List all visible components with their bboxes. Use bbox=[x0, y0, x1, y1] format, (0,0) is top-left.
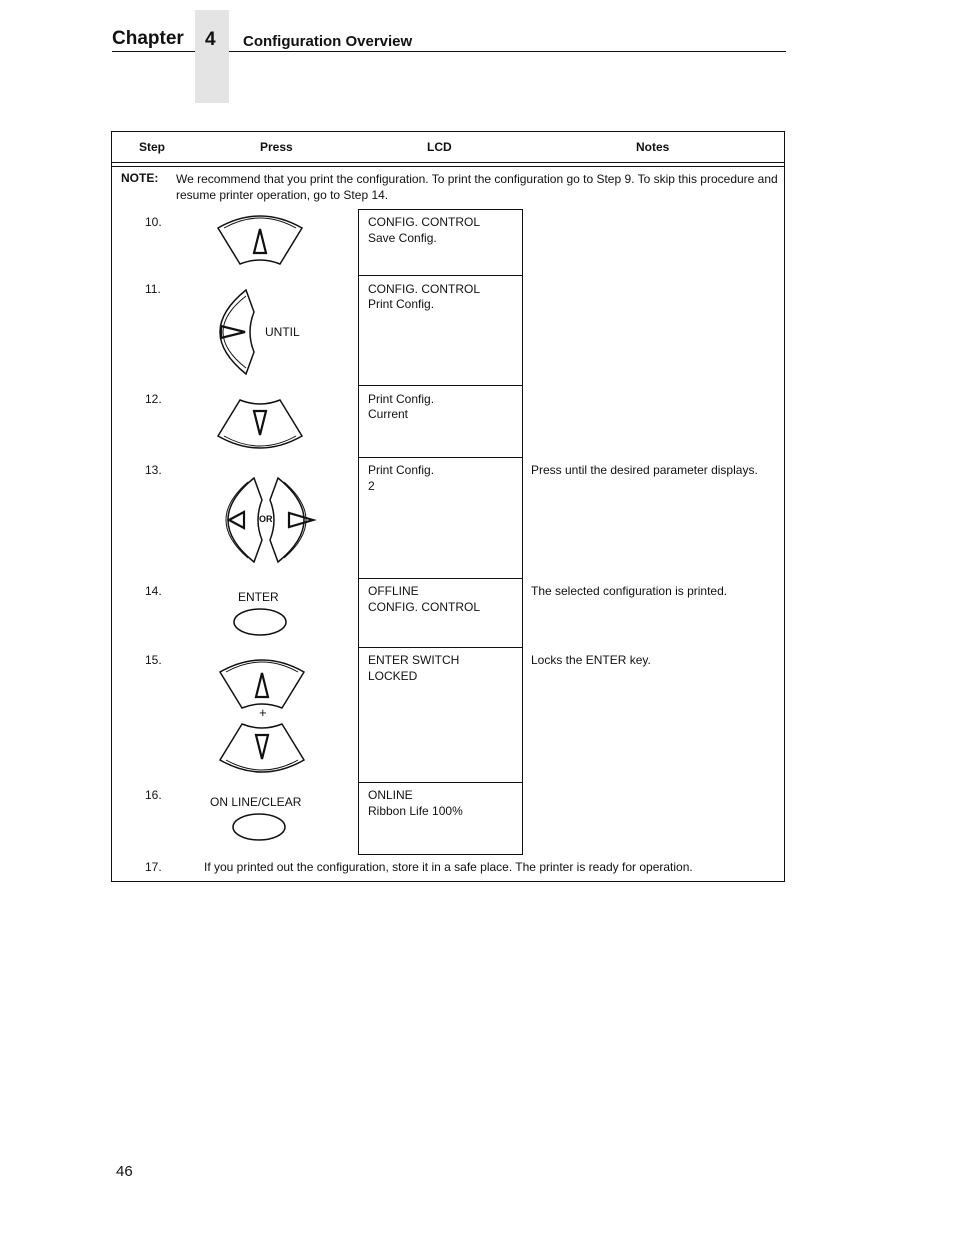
page-number: 46 bbox=[116, 1163, 133, 1180]
lcd-line: 2 bbox=[368, 479, 375, 493]
step-number: 13. bbox=[145, 463, 162, 477]
step-note: Locks the ENTER key. bbox=[531, 653, 651, 667]
step-number: 16. bbox=[145, 788, 162, 802]
lcd-line: LOCKED bbox=[368, 669, 418, 683]
note-label: NOTE: bbox=[121, 171, 159, 185]
lcd-line: CONFIG. CONTROL bbox=[368, 215, 481, 229]
online-clear-key-label: ON LINE/CLEAR bbox=[210, 795, 302, 809]
section-title: Configuration Overview bbox=[243, 33, 413, 50]
column-header-press: Press bbox=[260, 140, 293, 154]
lcd-line: CONFIG. CONTROL bbox=[368, 600, 481, 614]
step-number: 15. bbox=[145, 653, 162, 667]
lcd-line: OFFLINE bbox=[368, 584, 419, 598]
column-header-step: Step bbox=[139, 140, 166, 154]
step-note: The selected configuration is printed. bbox=[531, 584, 728, 598]
step-number: 17. bbox=[145, 860, 162, 874]
lcd-line: Ribbon Life 100% bbox=[368, 804, 463, 818]
note-text: We recommend that you print the configuration. To print the configuration go to Step 9. To skip this procedure and resume printer operation, go to Step 14. bbox=[176, 172, 778, 202]
step-note: Press until the desired parameter displays. bbox=[531, 463, 758, 477]
lcd-line: Save Config. bbox=[368, 231, 437, 245]
step-number: 12. bbox=[145, 392, 162, 406]
lcd-line: Current bbox=[368, 407, 409, 421]
lcd-line: ONLINE bbox=[368, 788, 413, 802]
lcd-line: CONFIG. CONTROL bbox=[368, 282, 481, 296]
lcd-line: ENTER SWITCH bbox=[368, 653, 460, 667]
final-step-text: If you printed out the configuration, store it in a safe place. The printer is ready for operation. bbox=[204, 860, 693, 874]
step-number: 14. bbox=[145, 584, 162, 598]
chapter-label: Chapter bbox=[112, 28, 184, 49]
lcd-line: Print Config. bbox=[368, 297, 435, 311]
press-label-or: OR bbox=[259, 514, 273, 524]
lcd-line: Print Config. bbox=[368, 392, 435, 406]
column-header-lcd: LCD bbox=[427, 140, 452, 154]
step-number: 10. bbox=[145, 215, 162, 229]
lcd-line: Print Config. bbox=[368, 463, 435, 477]
enter-key-label: ENTER bbox=[238, 590, 279, 604]
chapter-number: 4 bbox=[205, 29, 216, 50]
column-header-notes: Notes bbox=[636, 140, 670, 154]
step-number: 11. bbox=[145, 282, 161, 296]
press-label-until: UNTIL bbox=[265, 325, 300, 339]
press-label-plus: + bbox=[259, 705, 267, 720]
